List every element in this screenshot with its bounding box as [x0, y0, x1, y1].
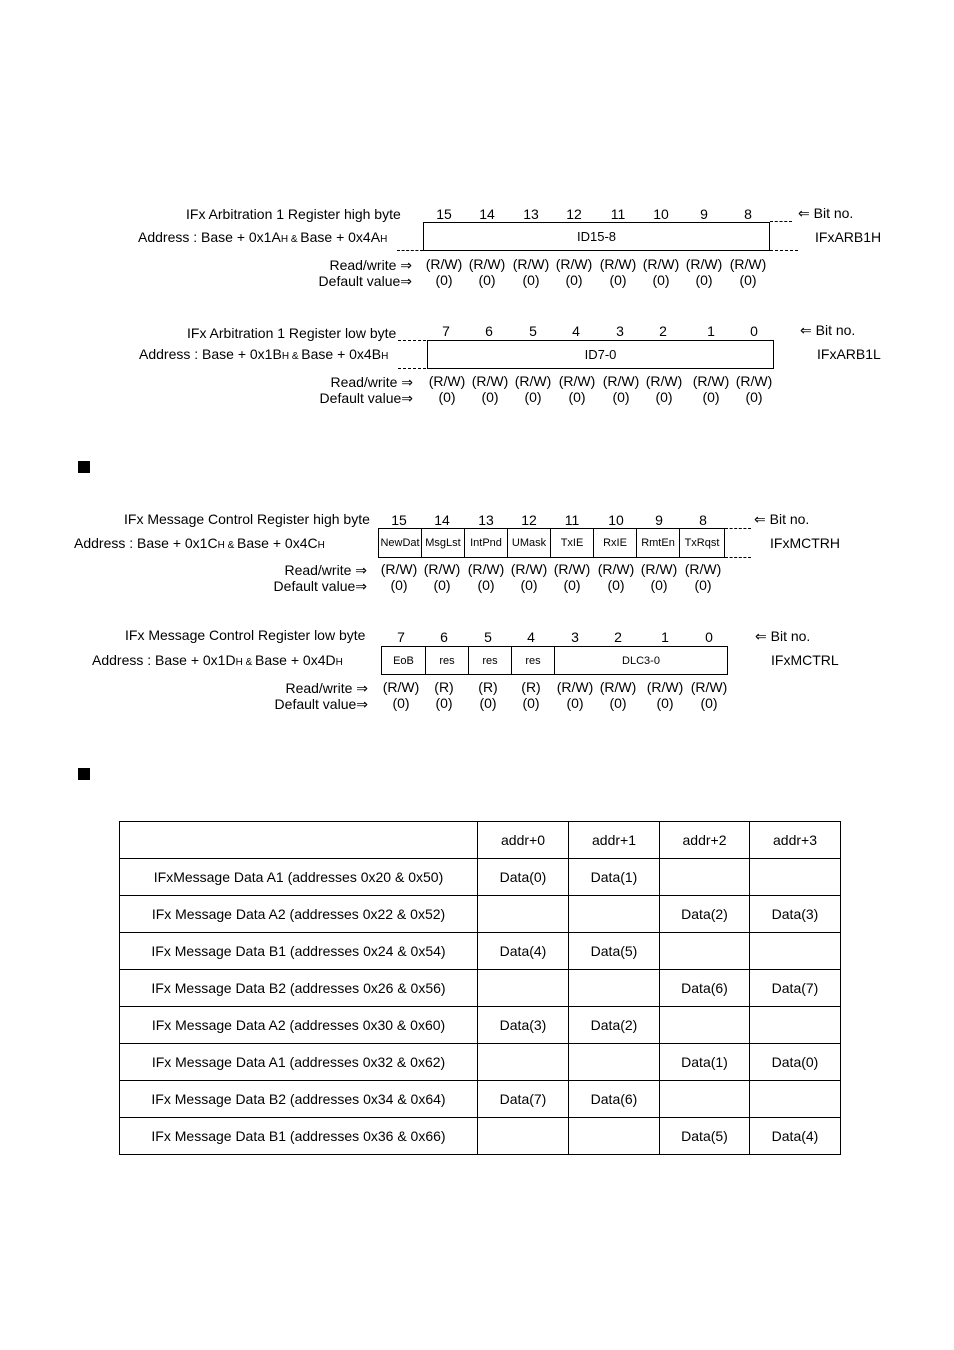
data-cell: Data(2) — [569, 1007, 660, 1044]
row-label-cell: IFx Message Data B2 (addresses 0x34 & 0x64) — [120, 1081, 478, 1118]
default-value: (0) — [655, 389, 673, 405]
bit-number: 7 — [442, 323, 450, 339]
default-value: (0) — [745, 389, 763, 405]
field-rxie: RxIE — [594, 529, 637, 557]
bit-number: 5 — [484, 629, 492, 645]
dashed-line — [725, 557, 751, 558]
table-body — [120, 822, 841, 1155]
default-value: (0) — [435, 272, 453, 288]
default-value: (0) — [479, 695, 497, 711]
mctr-high-rw-label: Read/write ⇒ — [284, 562, 367, 578]
bit-number: 3 — [571, 629, 579, 645]
mctr-low-title: IFx Message Control Register low byte — [125, 627, 366, 643]
default-value: (0) — [522, 272, 540, 288]
arb-low-reg-name: IFxARB1L — [817, 346, 881, 362]
field-res: res — [512, 647, 555, 674]
bit-number: 9 — [655, 512, 663, 528]
access-value: (R/W) — [597, 561, 635, 577]
data-cell — [478, 970, 569, 1007]
data-cell — [478, 1118, 569, 1155]
bit-number: 11 — [564, 512, 580, 528]
table-row — [120, 970, 841, 1007]
access-value: (R/W) — [512, 256, 550, 272]
header-cell: addr+0 — [478, 822, 569, 859]
table-row — [120, 1007, 841, 1044]
bit-number: 5 — [529, 323, 537, 339]
access-value: (R/W) — [645, 373, 683, 389]
data-cell: Data(5) — [660, 1118, 750, 1155]
bit-number: 2 — [614, 629, 622, 645]
access-value: (R/W) — [735, 373, 773, 389]
bit-number: 13 — [478, 512, 494, 528]
default-value: (0) — [739, 272, 757, 288]
data-cell: Data(5) — [569, 933, 660, 970]
bit-number: 15 — [391, 512, 407, 528]
mctr-high-title: IFx Message Control Register high byte — [124, 511, 370, 527]
data-cell — [478, 1044, 569, 1081]
row-label-cell: IFx Message Data B1 (addresses 0x24 & 0x54) — [120, 933, 478, 970]
bit-number: 8 — [699, 512, 707, 528]
data-cell: Data(1) — [569, 859, 660, 896]
bit-number: 7 — [397, 629, 405, 645]
access-value: (R/W) — [599, 679, 637, 695]
table-row — [120, 1081, 841, 1118]
default-value: (0) — [520, 577, 538, 593]
default-value: (0) — [390, 577, 408, 593]
header-cell — [120, 822, 478, 859]
arb-high-address: Address : Base + 0x1AH & Base + 0x4AH — [138, 229, 388, 245]
mctr-high-reg-name: IFxMCTRH — [770, 535, 840, 551]
arb-low-address: Address : Base + 0x1BH & Base + 0x4BH — [139, 346, 389, 362]
data-cell — [750, 933, 841, 970]
message-data-table — [119, 821, 841, 1155]
bit-number: 2 — [659, 323, 667, 339]
table-row — [120, 859, 841, 896]
section-bullet — [78, 461, 90, 473]
bit-number: 10 — [608, 512, 624, 528]
field-msglst: MsgLst — [422, 529, 465, 557]
default-value: (0) — [652, 272, 670, 288]
bit-number: 12 — [566, 206, 582, 222]
data-cell: Data(4) — [750, 1118, 841, 1155]
data-cell — [750, 859, 841, 896]
mctr-low-default-label: Default value⇒ — [274, 696, 368, 712]
bit-number: 4 — [572, 323, 580, 339]
default-value: (0) — [694, 577, 712, 593]
bit-number: 11 — [610, 206, 626, 222]
mctr-high-default-label: Default value⇒ — [273, 578, 367, 594]
default-value: (0) — [650, 577, 668, 593]
default-value: (0) — [563, 577, 581, 593]
row-label-cell: IFx Message Data A2 (addresses 0x22 & 0x52) — [120, 896, 478, 933]
bit-number: 1 — [661, 629, 669, 645]
default-value: (0) — [609, 272, 627, 288]
bit-number: 9 — [700, 206, 708, 222]
bit-number: 14 — [434, 512, 450, 528]
default-value: (0) — [524, 389, 542, 405]
default-value: (0) — [566, 695, 584, 711]
data-cell — [750, 1081, 841, 1118]
field-txrqst: TxRqst — [684, 537, 720, 549]
dashed-line — [397, 250, 423, 251]
data-cell: Data(3) — [478, 1007, 569, 1044]
access-value: (R/W) — [425, 256, 463, 272]
arb-low-title: IFx Arbitration 1 Register low byte — [187, 325, 397, 341]
bit-number: 6 — [485, 323, 493, 339]
bit-number: 13 — [523, 206, 539, 222]
access-value: (R/W) — [684, 561, 722, 577]
data-cell: Data(3) — [750, 896, 841, 933]
field-res: res — [426, 647, 469, 674]
data-cell — [569, 1118, 660, 1155]
default-value: (0) — [695, 272, 713, 288]
data-cell — [660, 1007, 750, 1044]
mctr-high-address: Address : Base + 0x1CH & Base + 0x4CH — [74, 535, 325, 551]
access-value: (R/W) — [642, 256, 680, 272]
arb-low-default-label: Default value⇒ — [319, 390, 413, 406]
default-value: (0) — [565, 272, 583, 288]
data-cell: Data(0) — [478, 859, 569, 896]
arb-low-bitno-label: ⇐ Bit no. — [800, 322, 856, 338]
row-label-cell: IFx Message Data A2 (addresses 0x30 & 0x60) — [120, 1007, 478, 1044]
data-cell — [750, 1007, 841, 1044]
access-value: (R/W) — [467, 561, 505, 577]
mctr-low-bitno-label: ⇐ Bit no. — [755, 628, 811, 644]
bit-number: 10 — [653, 206, 669, 222]
access-value: (R/W) — [510, 561, 548, 577]
default-value: (0) — [702, 389, 720, 405]
data-cell: Data(7) — [750, 970, 841, 1007]
default-value: (0) — [609, 695, 627, 711]
default-value: (0) — [481, 389, 499, 405]
arb-low-field: ID7-0 — [427, 340, 774, 369]
row-label-cell: IFx Message Data B1 (addresses 0x36 & 0x66) — [120, 1118, 478, 1155]
data-cell: Data(1) — [660, 1044, 750, 1081]
access-value: (R/W) — [382, 679, 420, 695]
access-value: (R/W) — [514, 373, 552, 389]
bit-number: 6 — [440, 629, 448, 645]
arb-high-default-label: Default value⇒ — [318, 273, 412, 289]
arb-high-reg-name: IFxARB1H — [815, 229, 882, 245]
header-cell: addr+2 — [660, 822, 750, 859]
row-label-cell: IFx Message Data B2 (addresses 0x26 & 0x56) — [120, 970, 478, 1007]
section-bullet — [78, 768, 90, 780]
header-cell: addr+1 — [569, 822, 660, 859]
field-umask: UMask — [508, 529, 551, 557]
default-value: (0) — [612, 389, 630, 405]
header-cell: addr+3 — [750, 822, 841, 859]
dashed-line — [398, 368, 426, 369]
field-dlc: DLC3-0 — [622, 654, 660, 667]
field-eob: EoB — [382, 647, 426, 674]
data-cell: Data(2) — [660, 896, 750, 933]
bit-number: 8 — [744, 206, 752, 222]
table-header-row — [120, 822, 841, 859]
arb-low-rw-label: Read/write ⇒ — [330, 374, 413, 390]
dashed-line — [398, 340, 426, 341]
data-cell — [478, 896, 569, 933]
access-value: (R/W) — [729, 256, 767, 272]
field-res: res — [469, 647, 512, 674]
dashed-line — [770, 250, 798, 251]
access-value: (R/W) — [556, 679, 594, 695]
access-value: (R/W) — [602, 373, 640, 389]
access-value: (R/W) — [685, 256, 723, 272]
field-txie: TxIE — [551, 529, 594, 557]
access-value: (R/W) — [423, 561, 461, 577]
access-value: (R/W) — [428, 373, 466, 389]
data-cell — [660, 933, 750, 970]
default-value: (0) — [568, 389, 586, 405]
bit-number: 0 — [705, 629, 713, 645]
access-value: (R/W) — [468, 256, 506, 272]
table-row — [120, 896, 841, 933]
table-row — [120, 933, 841, 970]
arb-high-field: ID15-8 — [423, 222, 770, 251]
default-value: (0) — [392, 695, 410, 711]
access-value: (R/W) — [558, 373, 596, 389]
default-value: (0) — [478, 272, 496, 288]
default-value: (0) — [433, 577, 451, 593]
arb-high-rw-label: Read/write ⇒ — [329, 257, 412, 273]
data-cell — [569, 896, 660, 933]
field-rmten: RmtEn — [637, 529, 680, 557]
access-value: (R) — [478, 679, 498, 695]
table-row — [120, 1118, 841, 1155]
access-value: (R/W) — [599, 256, 637, 272]
row-label-cell: IFx Message Data A1 (addresses 0x32 & 0x62) — [120, 1044, 478, 1081]
access-value: (R/W) — [692, 373, 730, 389]
mctr-high-bitno-label: ⇐ Bit no. — [754, 511, 810, 527]
field-intpnd: IntPnd — [465, 529, 508, 557]
data-cell: Data(0) — [750, 1044, 841, 1081]
default-value: (0) — [477, 577, 495, 593]
access-value: (R/W) — [690, 679, 728, 695]
data-cell: Data(4) — [478, 933, 569, 970]
data-cell: Data(7) — [478, 1081, 569, 1118]
default-value: (0) — [700, 695, 718, 711]
default-value: (0) — [656, 695, 674, 711]
mctr-low-reg-name: IFxMCTRL — [771, 652, 839, 668]
dashed-line — [725, 528, 751, 529]
field-newdat: NewDat — [379, 529, 422, 557]
bit-number: 12 — [521, 512, 537, 528]
mctr-low-rw-label: Read/write ⇒ — [285, 680, 368, 696]
data-cell — [660, 859, 750, 896]
access-value: (R) — [434, 679, 454, 695]
row-label-cell: IFxMessage Data A1 (addresses 0x20 & 0x50) — [120, 859, 478, 896]
dashed-line — [770, 221, 792, 222]
data-cell — [569, 1044, 660, 1081]
bit-number: 14 — [479, 206, 495, 222]
mctr-low-fields — [381, 646, 728, 675]
data-cell — [569, 970, 660, 1007]
data-cell: Data(6) — [660, 970, 750, 1007]
default-value: (0) — [438, 389, 456, 405]
access-value: (R/W) — [380, 561, 418, 577]
arb-high-title: IFx Arbitration 1 Register high byte — [186, 206, 401, 222]
table-row — [120, 1044, 841, 1081]
bit-number: 15 — [436, 206, 452, 222]
default-value: (0) — [522, 695, 540, 711]
access-value: (R/W) — [646, 679, 684, 695]
mctr-high-fields — [378, 528, 725, 558]
default-value: (0) — [435, 695, 453, 711]
access-value: (R/W) — [555, 256, 593, 272]
bit-number: 1 — [707, 323, 715, 339]
access-value: (R/W) — [471, 373, 509, 389]
default-value: (0) — [607, 577, 625, 593]
bit-number: 0 — [750, 323, 758, 339]
access-value: (R/W) — [553, 561, 591, 577]
arb-high-bitno-label: ⇐ Bit no. — [798, 205, 854, 221]
mctr-low-address: Address : Base + 0x1DH & Base + 0x4DH — [92, 652, 343, 668]
access-value: (R/W) — [640, 561, 678, 577]
access-value: (R) — [521, 679, 541, 695]
data-cell — [660, 1081, 750, 1118]
bit-number: 4 — [527, 629, 535, 645]
bit-number: 3 — [616, 323, 624, 339]
data-cell: Data(6) — [569, 1081, 660, 1118]
